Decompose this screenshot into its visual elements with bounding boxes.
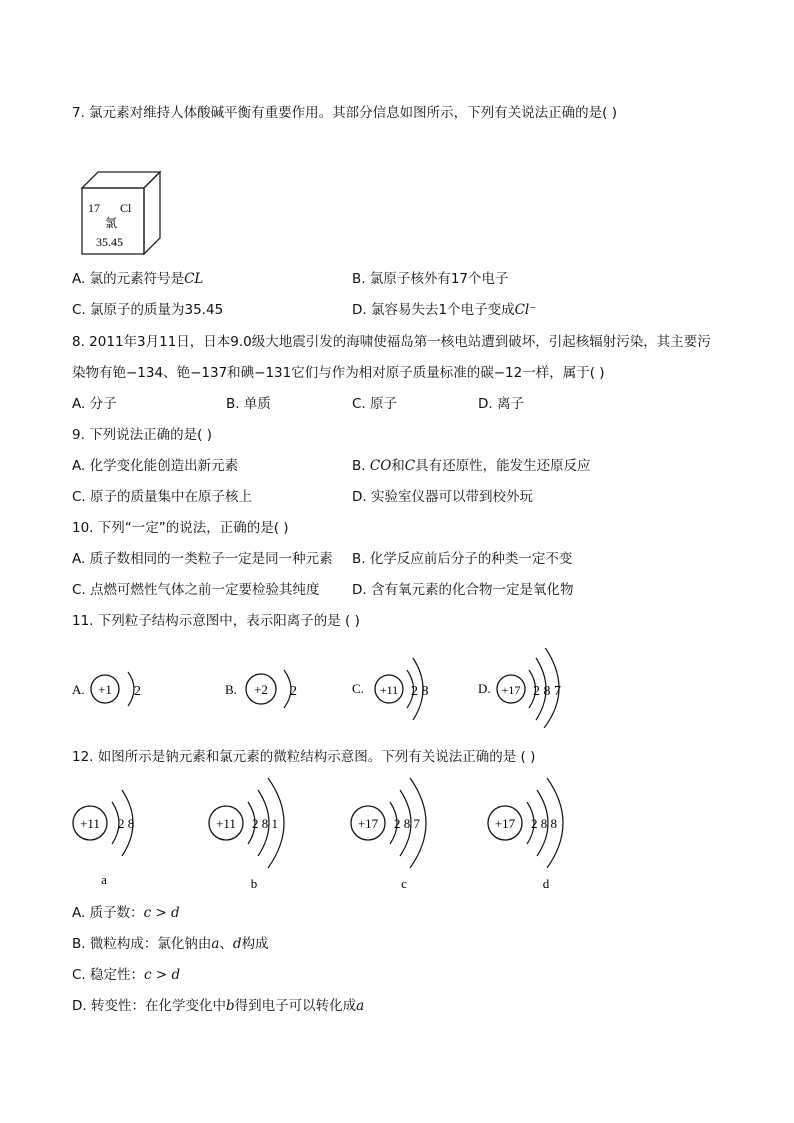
element-name: 氯 xyxy=(105,216,118,230)
q12-d-electrons: 2 8 8 xyxy=(531,816,557,831)
element-mass: 35.45 xyxy=(96,235,123,249)
q9-option-a: A. 化学变化能创造出新元素 xyxy=(72,458,239,474)
q11-stem: 11. 下列粒子结构示意图中，表示阳离子的是 ( ) xyxy=(72,613,360,629)
q11-c-nucleus-charge: +11 xyxy=(379,683,399,697)
q8-option-d: D. 离子 xyxy=(478,396,524,412)
q11-d-label: D. xyxy=(478,681,491,696)
element-symbol: Cl xyxy=(120,201,132,215)
q7-stem: 7. 氯元素对维持人体酸碱平衡有重要作用。其部分信息如图所示，下列有关说法正确的是( ) xyxy=(72,105,617,121)
q8-stem-line2: 染物有铯−134、铯−137和碘−131它们与作为相对原子质量标准的碳−12一样，属于( ) xyxy=(72,365,605,381)
element-number: 17 xyxy=(88,201,100,215)
q10-option-b: B. 化学反应前后分子的种类一定不变 xyxy=(352,551,573,567)
q11-d-nucleus-charge: +17 xyxy=(501,683,521,697)
q11-b-nucleus-charge: +2 xyxy=(254,682,268,697)
element-card-chlorine xyxy=(78,168,168,258)
q11-a-electrons: 2 xyxy=(134,684,141,699)
q11-b-label: B. xyxy=(225,682,237,697)
q11-diagrams xyxy=(68,648,708,728)
q8-option-a: A. 分子 xyxy=(72,396,117,412)
q10-stem: 10. 下列“一定”的说法，正确的是( ) xyxy=(72,520,289,536)
q7-option-d: D. 氯容易失去1个电子变成Cl⁻ xyxy=(352,302,537,318)
q7-option-b: B. 氯原子核外有17个电子 xyxy=(352,271,509,287)
q12-option-b: B. 微粒构成：氯化钠由a、d构成 xyxy=(72,936,269,952)
q12-option-a: A. 质子数：c > d xyxy=(72,905,180,921)
q9-stem: 9. 下列说法正确的是( ) xyxy=(72,427,212,443)
q12-option-c: C. 稳定性：c > d xyxy=(72,967,181,983)
q12-c-electrons: 2 8 7 xyxy=(394,816,420,831)
q12-c-nucleus-charge: +17 xyxy=(357,816,379,831)
q12-d-caption: d xyxy=(542,876,550,891)
q12-a-caption: a xyxy=(101,872,107,887)
q11-c-electrons: 2 8 xyxy=(411,684,429,699)
q9-option-d: D. 实验室仪器可以带到校外玩 xyxy=(352,489,533,505)
q10-option-a: A. 质子数相同的一类粒子一定是同一种元素 xyxy=(72,551,333,567)
q12-d-nucleus-charge: +17 xyxy=(494,816,516,831)
q12-stem: 12. 如图所示是钠元素和氯元素的微粒结构示意图。下列有关说法正确的是 ( ) xyxy=(72,749,536,765)
q12-a-electrons: 2 8 xyxy=(118,816,135,831)
q11-a-nucleus-charge: +1 xyxy=(98,682,112,697)
q10-option-c: C. 点燃可燃性气体之前一定要检验其纯度 xyxy=(72,582,320,598)
q7-option-a: A. 氯的元素符号是CL xyxy=(72,271,204,287)
q12-b-caption: b xyxy=(250,876,258,891)
q10-option-d: D. 含有氧元素的化合物一定是氧化物 xyxy=(352,582,574,598)
q12-b-electrons: 2 8 1 xyxy=(252,816,278,831)
q12-b-nucleus-charge: +11 xyxy=(216,816,236,831)
q9-option-c: C. 原子的质量集中在原子核上 xyxy=(72,489,253,505)
q8-stem-line1: 8. 2011年3月11日，日本9.0级大地震引发的海啸使福岛第一核电站遭到破坏，引起核辐射污染，其主要污 xyxy=(72,334,711,350)
q11-b-electrons: 2 xyxy=(290,684,297,699)
q7-option-c: C. 氯原子的质量为35.45 xyxy=(72,302,224,318)
q12-c-caption: c xyxy=(401,876,407,891)
q9-option-b: B. CO和C具有还原性，能发生还原反应 xyxy=(352,458,591,474)
q12-option-d: D. 转变性：在化学变化中b得到电子可以转化成a xyxy=(72,998,365,1014)
q8-option-b: B. 单质 xyxy=(226,396,271,412)
q12-diagrams xyxy=(68,776,708,896)
q11-a-label: A. xyxy=(72,682,85,697)
q12-a-nucleus-charge: +11 xyxy=(80,816,100,831)
q8-option-c: C. 原子 xyxy=(352,396,398,412)
q11-d-electrons: 2 8 7 xyxy=(533,684,561,699)
q11-c-label: C. xyxy=(352,681,364,696)
